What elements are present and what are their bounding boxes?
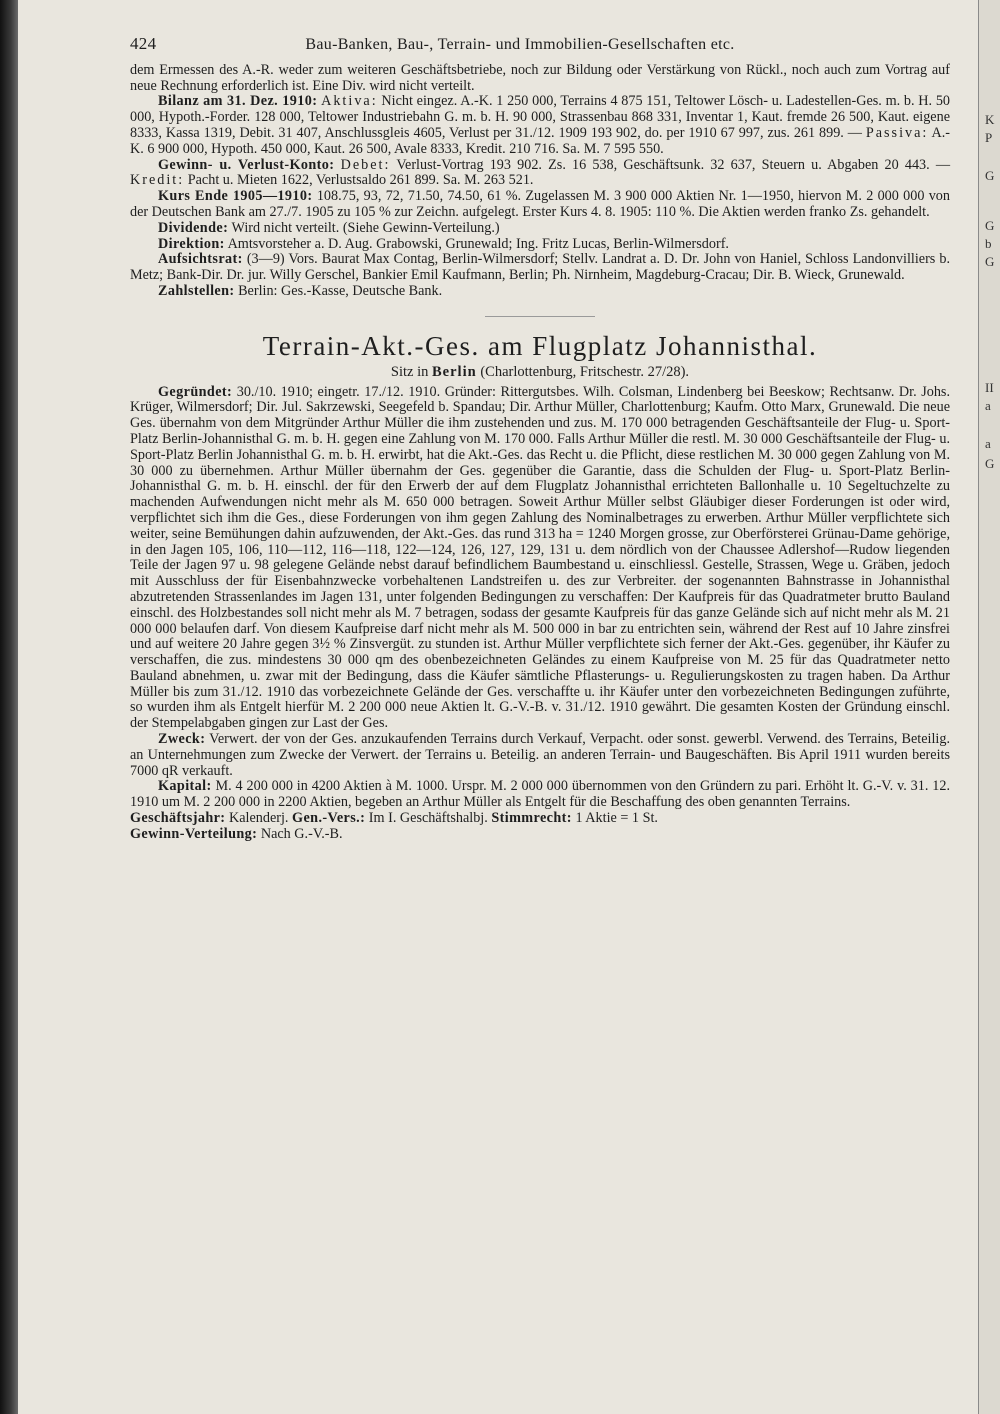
gewinn-verteilung-label: Gewinn-Verteilung:	[130, 825, 258, 842]
bilanz-section	[130, 94, 950, 157]
next-page-edge	[978, 0, 1000, 1414]
gewinn-kredit-label: Kredit:	[130, 172, 185, 189]
direktion-section	[130, 237, 950, 253]
seat-city: Berlin	[432, 363, 477, 380]
gewinn-kredit: Pacht u. Mieten 1622, Verlustsaldo 261 899. Sa. M. 263 521.	[187, 172, 534, 189]
direktion-label: Direktion:	[158, 235, 225, 252]
gewinn-debet: Verlust-Vortrag 193 902. Zs. 16 538, Geschäftsunk. 32 637, Steuern u. Abgaben 20 443. —	[396, 156, 951, 173]
gegruendet-text: 30./10. 1910; eingetr. 17./12. 1910. Gründer: Rittergutsbes. Wilh. Colsman, Lindenberg bei Beeskow; Rechtsanw. Dr. Johs. Krüger, Wilmersdorf; Dir. Jul. Sakrzewski, Seegefeld b. Spandau; Dir. Arthur Müller, Charlottenburg; Kaufm. Otto Marx, Grunewald. Die neue Ges. übernahm von dem Mitgründer Arthur Müller die ihm zustehenden und zus. M. 170 000 betragenden Geschäftsanteile der Flug- u. Sport-Platz Berlin-Johannisthal G. m. b. H. gegen eine Zahlung von M. 170 000. Falls Arthur Müller die restl. M. 30 000 Geschäftsanteile der Flug- u. Sport-Platz Berlin Johannisthal G. m. b. H. erwirbt, hat die Akt.-Ges. das Recht u. die Pflicht, diese restlichen M. 30 000 gegen Zahlung von M. 30 000 zu übernehmen. Arthur Müller übernahm der Ges. gegenüber die Garantie, dass die Schulden der Flug- u. Sport-Platz Berlin-Johannisthal G. m. b. H. einschl. der für den Erwerb der auf dem Flugplatz Johannisthal errichteten Ballonhalle u. 10 Segeltuchzelte zu machenden Aufwendungen nicht mehr als M. 650 000 betragen. Soweit Arthur Müller selbst Gläubiger dieser Forderungen ist oder wird, verpflichtet sich ihm die Ges., diese Forderungen von ihm gegen Zahlung des Nominalbetrages zu erwerben. Arthur Müller verpflichtete sich weiter, seine Bemühungen dahin aufzuwenden, der Akt.-Ges. das rund 313 ha = 1240 Morgen grosse, zur Oberförsterei Grünau-Dame gehörige, in den Jagen 105, 106, 110—112, 116—118, 122—124, 126, 127, 129, 131 u. dem nördlich von der Chaussee Adlershof—Rudow liegenden Teile der Jagen 97 u. 98 gelegene Gelände nebst darauf befindlichem Baumbestand u. einschliessl. Gestelle, Strassen, Wege u. Gräben, jedoch mit Ausschluss der für Eisenbahnzwecke vorbehaltenen Landstreifen u. des zur Verbreiter. der sogenannten Bahnstrasse in Johannisthal abzutretenden Strassenlandes im Jagen 131, unter folgenden Bedingungen zu verschaffen: Der Kaufpreis für das Quadratmeter brutto Bauland einschl. des Holzbestandes soll nicht mehr als M. 7 betragen, sodass der gesamte Kaufpreis für das ganze Gelände sich auf nicht mehr als M. 21 000 000 belaufen darf. Von diesem Kaufpreise darf nicht mehr als M. 500 000 in bar zu entrichten sein, während der Rest auf 10 Jahre zinsfrei und auf weitere 20 Jahre gegen 3½ % Zinsvergüt. zu stunden ist. Arthur Müller verpflichtete sich ferner der Akt.-Ges. gegenüber, ihr Käufer zu verschaffen, die zus. mindestens 30 000 qm des obenbezeichneten Geländes zu einem Kaufpreise von M. 25 für das Quadratmeter netto Bauland abnehmen, u. zwar mit der Bedingung, dass die Käufer sämtliche Pflasterungs- u. Regulierungskosten zu tragen haben. Da Arthur Müller bis zum 31./12. 1910 das vorbezeichnete Gelände der Ges. verschaffte u. ihr Käufer unter den vorbezeichneten Bedingungen zuführte, so wurden ihm als Entgelt hierfür M. 2 200 000 neue Aktien lt. G.-V.-B. v. 31./12. 1910 gewährt. Die gesamten Kosten der Gründung einschl. der Stempelabgaben gingen zur Last der Ges.	[130, 383, 951, 732]
gewinn-verteilung-line	[130, 827, 950, 843]
bilanz-passiva: A.-K. 6 900 000, Hypoth. 450 000, Kaut. 26 500, Avale 8333, Kredit. 210 716. Sa. M. 7 595 550.	[130, 124, 951, 157]
margin-fragment: a	[985, 436, 991, 451]
book-gutter	[0, 0, 18, 1414]
margin-fragment: II	[985, 380, 994, 395]
geschaeftsjahr-label: Geschäftsjahr:	[130, 810, 226, 827]
gen-vers-label: Gen.-Vers.:	[292, 810, 366, 827]
margin-fragment: K	[985, 112, 995, 127]
margin-fragment: G	[985, 456, 995, 471]
gen-vers-text: Im I. Geschäftshalbj.	[368, 810, 488, 827]
geschaeftsjahr-line	[130, 811, 950, 827]
direktion-text: Amtsvorsteher a. D. Aug. Grabowski, Grunewald; Ing. Fritz Lucas, Berlin-Wilmersdorf.	[227, 235, 729, 252]
page-content	[130, 36, 950, 843]
zweck-text: Verwert. der von der Ges. anzukaufenden Terrains durch Verkauf, Verpacht. oder sonst. gewerbl. Verwend. des Terrains, Beteilig. an Unternehmungen zum Zwecke der Verwert. der Terrains u. Beteilig. an anderen Terrain- und Baugeschäften. Bis April 1911 wurden bereits 7000 qR verkauft.	[130, 731, 950, 779]
page-number: 424	[130, 34, 157, 53]
margin-fragment: P	[985, 130, 993, 145]
seat-prefix: Sitz in	[390, 363, 429, 380]
aufsichtsrat-text: (3—9) Vors. Baurat Max Contag, Berlin-Wilmersdorf; Stellv. Landrat a. D. Dr. John von Haniel, Schloss Landonvilliers b. Metz; Bank-Dir. Dr. jur. Willy Gerschel, Bankier Emil Kaufmann, Berlin; Ph. Nirnheim, Magdeburg-Cracau; Dir. B. Wieck, Grunewald.	[130, 251, 950, 284]
kapital-label: Kapital:	[158, 778, 212, 795]
company-title: Terrain-Akt.-Ges. am Flugplatz Johannisthal.	[262, 330, 818, 361]
running-title: Bau-Banken, Bau-, Terrain- und Immobilien-Gesellschaften etc.	[305, 36, 735, 53]
aufsichtsrat-section	[130, 252, 950, 284]
page-header	[130, 36, 950, 53]
zahlstellen-text: Berlin: Ges.-Kasse, Deutsche Bank.	[238, 282, 443, 299]
zweck-section	[130, 732, 950, 779]
dividende-section	[130, 221, 950, 237]
dividende-text: Wird nicht verteilt. (Siehe Gewinn-Verteilung.)	[231, 219, 500, 236]
stimmrecht-label: Stimmrecht:	[491, 810, 572, 827]
stimmrecht-text: 1 Aktie = 1 St.	[575, 810, 658, 827]
gegruendet-label: Gegründet:	[158, 383, 233, 400]
zahlstellen-label: Zahlstellen:	[158, 282, 235, 299]
previous-entry-intro: dem Ermessen des A.-R. weder zum weiteren Geschäftsbetriebe, noch zur Bildung oder Verstärkung von Rückl., noch auch zum Vortrag auf neue Rechnung erforderlich ist. Eine Div. wird nicht verteilt.	[130, 61, 950, 94]
gewinn-verteilung-text: Nach G.-V.-B.	[260, 825, 343, 842]
seat-address: (Charlottenburg, Fritschestr. 27/28).	[480, 363, 690, 380]
bilanz-label: Bilanz am 31. Dez. 1910:	[158, 93, 318, 110]
zweck-label: Zweck:	[158, 731, 206, 748]
entry-divider	[485, 316, 595, 317]
kurs-text: 108.75, 93, 72, 71.50, 74.50, 61 %. Zugelassen M. 3 900 000 Aktien Nr. 1—1950, hiervon M. 2 000 000 von der Deutschen Bank am 27./7. 1905 zu 105 % zur Zeichn. aufgelegt. Erster Kurs 4. 8. 1905: 110 %. Die Aktien werden franko Zs. gehandelt.	[130, 188, 950, 220]
kurs-section	[130, 189, 950, 221]
geschaeftsjahr-text: Kalenderj.	[228, 810, 289, 827]
dividende-label: Dividende:	[158, 219, 229, 236]
company-seat	[130, 365, 950, 381]
margin-fragment: G	[985, 218, 995, 233]
gewinn-section	[130, 158, 950, 190]
margin-fragment: b	[985, 236, 992, 251]
margin-fragment: G	[985, 168, 995, 183]
gewinn-debet-label: Debet:	[340, 156, 391, 173]
margin-fragment: G	[985, 254, 995, 269]
scanned-page	[18, 0, 982, 1414]
bilanz-aktiva: Nicht eingez. A.-K. 1 250 000, Terrains 4 875 151, Teltower Lösch- u. Ladestellen-Ges. m. b. H. 50 000, Hypoth.-Forder. 128 000, Teltower Industriebahn G. m. b. H. 90 000, Strassenbau 868 331, Inventar 1, Kaut. fremde 26 500, Kaut. eigene 8333, Kassa 1319, Debit. 31 407, Anschlussgleis 4605, Verlust per 31./12. 1909 193 902, do. per 1910 67 997, zus. 261 899. —	[130, 93, 951, 141]
kapital-text: M. 4 200 000 in 4200 Aktien à M. 1000. Urspr. M. 2 000 000 übernommen von den Gründern zu pari. Erhöht lt. G.-V. v. 31. 12. 1910 um M. 2 200 000 in 2200 Aktien, begeben an Arthur Müller als Entgelt für die Beschaffung des oben genannten Terrains.	[130, 778, 951, 811]
kurs-label: Kurs Ende 1905—1910:	[158, 188, 313, 205]
gegruendet-section	[130, 385, 950, 733]
zahlstellen-section	[130, 284, 950, 300]
bilanz-passiva-label: Passiva:	[865, 124, 929, 141]
gewinn-label: Gewinn- u. Verlust-Konto:	[158, 156, 335, 173]
bilanz-aktiva-label: Aktiva:	[321, 93, 378, 110]
aufsichtsrat-label: Aufsichtsrat:	[158, 251, 243, 268]
margin-fragment: a	[985, 398, 991, 413]
kapital-section	[130, 779, 950, 811]
